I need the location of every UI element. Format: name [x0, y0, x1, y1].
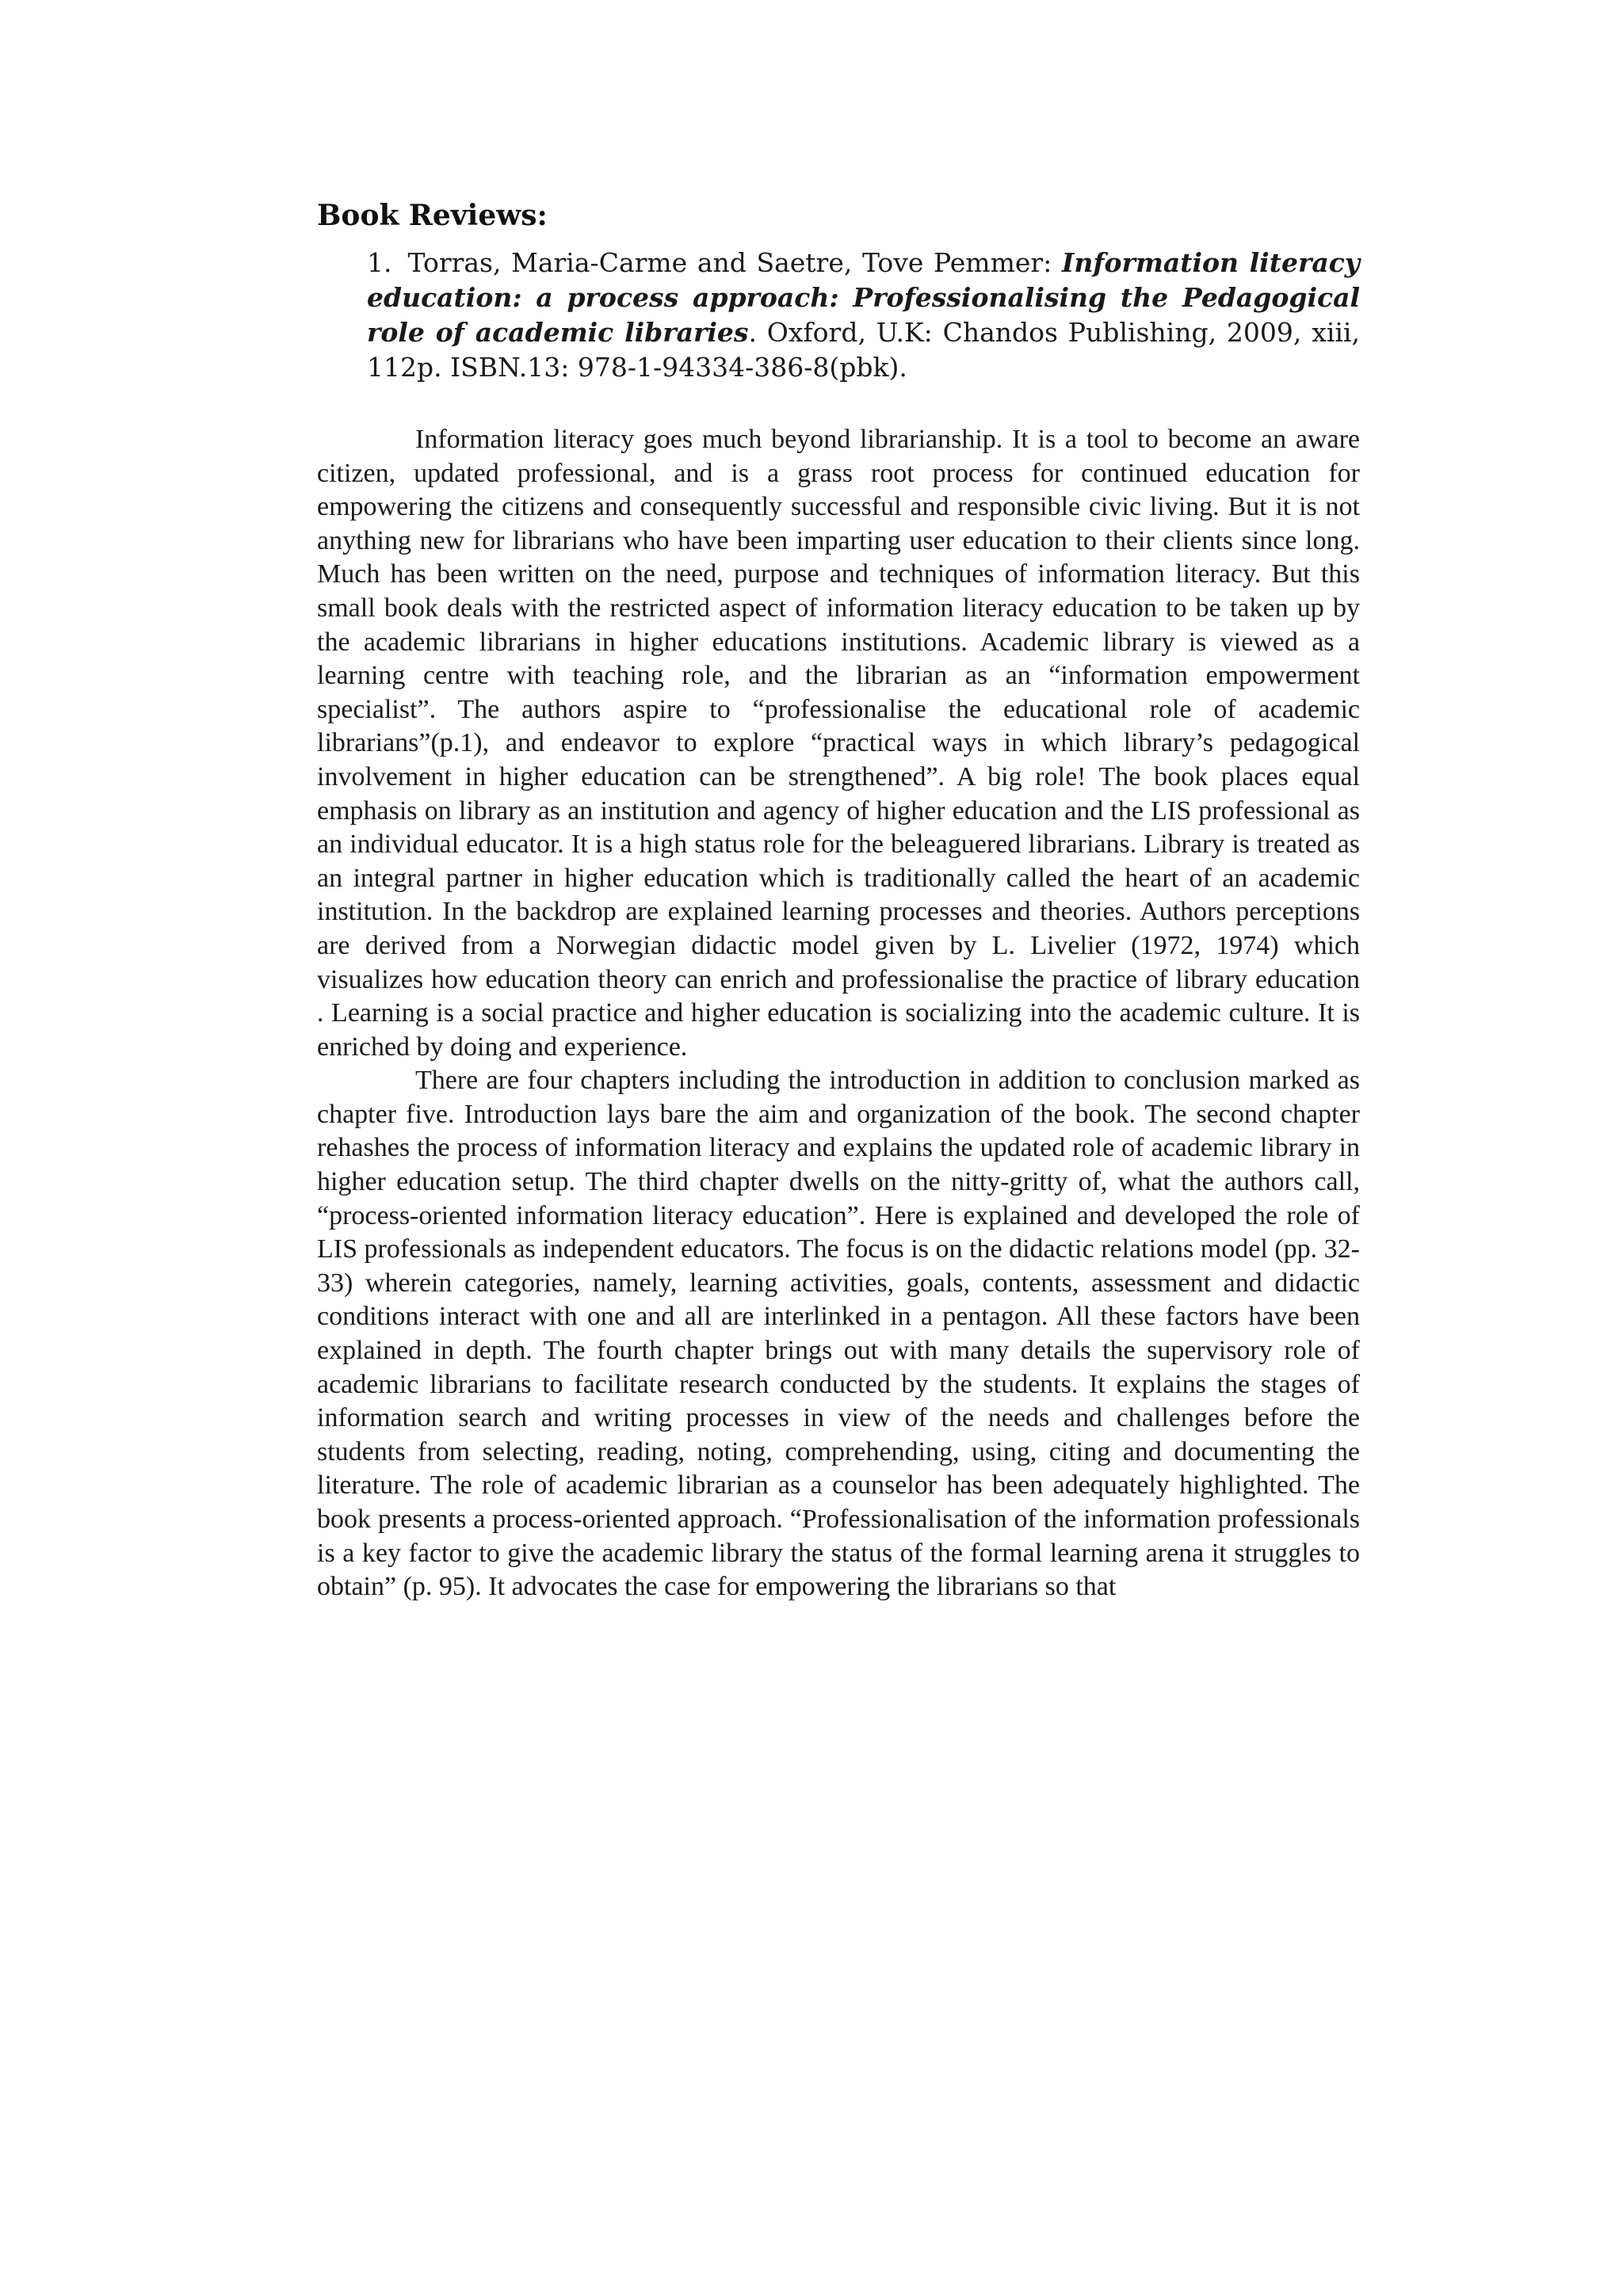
- review-body: [317, 423, 1360, 1604]
- document-page: [317, 196, 1360, 1604]
- citation-title: Information literacy education: a process approach: Professionalising the Pedagogical role of academic libraries: [367, 247, 1360, 348]
- review-paragraph: There are four chapters including the introduction in addition to conclusion marked as chapter five. Introduction lays bare the aim and organization of the book. The second chapter rehashes the process of information literacy and explains the updated role of academic library in higher education setup. The third chapter dwells on the nitty-gritty of, what the authors call, “process-oriented information literacy education”. Here is explained and developed the role of LIS professionals as independent educators. The focus is on the didactic relations model (pp. 32-33) wherein categories, namely, learning activities, goals, contents, assessment and didactic conditions interact with one and all are interlinked in a pentagon. All these factors have been explained in depth. The fourth chapter brings out with many details the supervisory role of academic librarians to facilitate research conducted by the students. It explains the stages of information search and writing processes in view of the needs and challenges before the students from selecting, reading, noting, comprehending, using, citing and documenting the literature. The role of academic librarian as a counselor has been adequately highlighted. The book presents a process-oriented approach. “Professionalisation of the information professionals is a key factor to give the academic library the status of the formal learning arena it struggles to obtain” (p. 95). It advocates the case for empowering the librarians so that: [317, 1066, 1360, 1602]
- citation-publication: . Oxford, U.K: Chandos Publishing, 2009, xiii, 112p. ISBN.13: 978-1-94334-386-8(pbk).: [367, 317, 1360, 383]
- review-paragraph: Information literacy goes much beyond librarianship. It is a tool to become an aware citizen, updated professional, and is a grass root process for continued education for empowering the citizens and consequently successful and responsible civic living. But it is not anything new for librarians who have been imparting user education to their clients since long. Much has been written on the need, purpose and techniques of information literacy. But this small book deals with the restricted aspect of information literacy education to be taken up by the academic librarians in higher educations institutions. Academic library is viewed as a learning centre with teaching role, and the librarian as an “information empowerment specialist”. The authors aspire to “professionalise the educational role of academic librarians”(p.1), and endeavor to explore “practical ways in which library’s pedagogical involvement in higher education can be strengthened”. A big role! The book places equal emphasis on library as an institution and agency of higher education and the LIS professional as an individual educator. It is a high status role for the beleaguered librarians. Library is treated as an integral partner in higher education which is traditionally called the heart of an academic institution. In the backdrop are explained learning processes and theories. Authors perceptions are derived from a Norwegian didactic model given by L. Livelier (1972, 1974) which visualizes how education theory can enrich and professionalise the practice of library education . Learning is a social practice and higher education is socializing into the academic culture. It is enriched by doing and experience.: [317, 425, 1360, 1062]
- citation-authors: Torras, Maria-Carme and Saetre, Tove Pemmer:: [407, 247, 1062, 278]
- book-citation: [367, 246, 1360, 385]
- citation-number: 1.: [367, 247, 392, 278]
- section-heading: Book Reviews:: [317, 199, 548, 232]
